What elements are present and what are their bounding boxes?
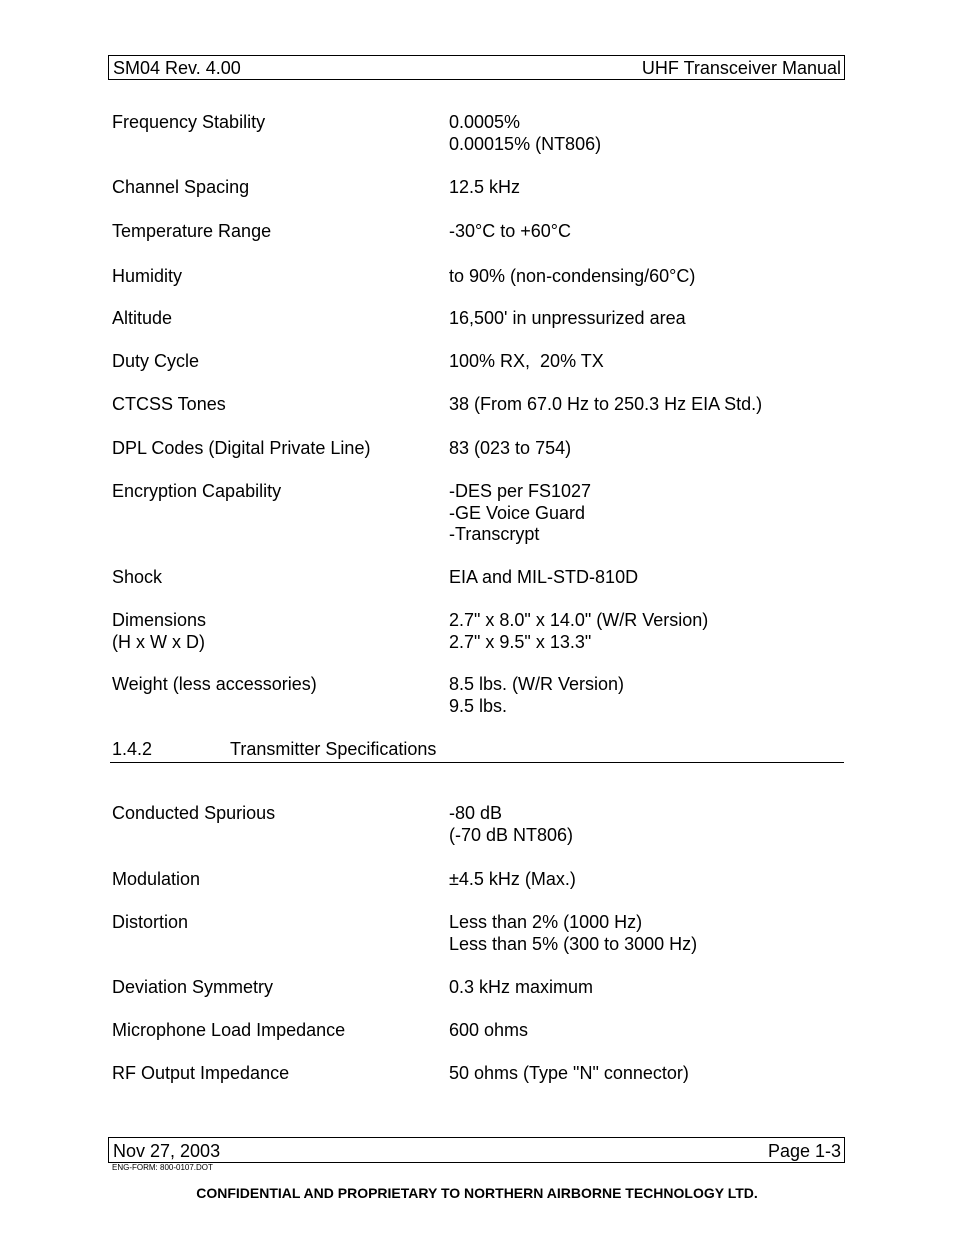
footer-date: Nov 27, 2003 xyxy=(113,1141,221,1161)
spec-label: Modulation xyxy=(112,869,201,889)
doc-id: SM04 Rev. 4.00 xyxy=(113,58,241,78)
spec-value: 8.5 lbs. (W/R Version) 9.5 lbs. xyxy=(449,674,625,716)
page-number: Page 1-3 xyxy=(767,1141,841,1161)
spec-label: Humidity xyxy=(112,266,183,286)
section-heading xyxy=(110,738,844,763)
spec-label: Temperature Range xyxy=(112,221,272,241)
spec-value: -80 dB (-70 dB NT806) xyxy=(449,803,574,845)
spec-value: 38 (From 67.0 Hz to 250.3 Hz EIA Std.) xyxy=(449,394,763,414)
spec-label: Duty Cycle xyxy=(112,351,200,371)
spec-label: Channel Spacing xyxy=(112,177,250,197)
spec-value: 600 ohms xyxy=(449,1020,529,1040)
spec-value: to 90% (non-condensing/60°C) xyxy=(449,266,696,286)
spec-label: Shock xyxy=(112,567,163,587)
spec-value: -DES per FS1027 -GE Voice Guard -Transcrypt xyxy=(449,481,592,545)
page-footer xyxy=(108,1137,845,1163)
spec-label: Dimensions (H x W x D) xyxy=(112,610,207,652)
spec-label: Frequency Stability xyxy=(112,112,266,132)
spec-label: RF Output Impedance xyxy=(112,1063,290,1083)
spec-value: 50 ohms (Type "N" connector) xyxy=(449,1063,689,1083)
page-header xyxy=(108,55,845,80)
spec-value: Less than 2% (1000 Hz) Less than 5% (300 to 3000 Hz) xyxy=(449,912,698,954)
spec-label: Distortion xyxy=(112,912,189,932)
spec-label: Microphone Load Impedance xyxy=(112,1020,346,1040)
spec-label: Conducted Spurious xyxy=(112,803,276,823)
section-number: 1.4.2 xyxy=(112,739,153,759)
spec-value: 0.3 kHz maximum xyxy=(449,977,594,997)
spec-value: 83 (023 to 754) xyxy=(449,438,572,458)
spec-value: 0.0005% 0.00015% (NT806) xyxy=(449,112,602,154)
spec-value: 100% RX, 20% TX xyxy=(449,351,604,371)
spec-label: DPL Codes (Digital Private Line) xyxy=(112,438,371,458)
spec-label: Altitude xyxy=(112,308,173,328)
spec-label: Deviation Symmetry xyxy=(112,977,274,997)
spec-value: ±4.5 kHz (Max.) xyxy=(449,869,576,889)
spec-label: Encryption Capability xyxy=(112,481,282,501)
spec-value: EIA and MIL-STD-810D xyxy=(449,567,639,587)
spec-value: 16,500' in unpressurized area xyxy=(449,308,686,328)
doc-title: UHF Transceiver Manual xyxy=(641,58,841,78)
spec-value: 2.7" x 8.0" x 14.0" (W/R Version) 2.7" x 9.5" x 13.3" xyxy=(449,610,709,652)
spec-value: -30°C to +60°C xyxy=(449,221,571,241)
section-title: Transmitter Specifications xyxy=(230,739,437,759)
spec-value: 12.5 kHz xyxy=(449,177,521,197)
form-id: ENG-FORM: 800-0107.DOT xyxy=(112,1163,213,1172)
spec-label: CTCSS Tones xyxy=(112,394,226,414)
spec-label: Weight (less accessories) xyxy=(112,674,317,694)
confidential-notice: CONFIDENTIAL AND PROPRIETARY TO NORTHERN AIRBORNE TECHNOLOGY LTD. xyxy=(196,1185,758,1201)
